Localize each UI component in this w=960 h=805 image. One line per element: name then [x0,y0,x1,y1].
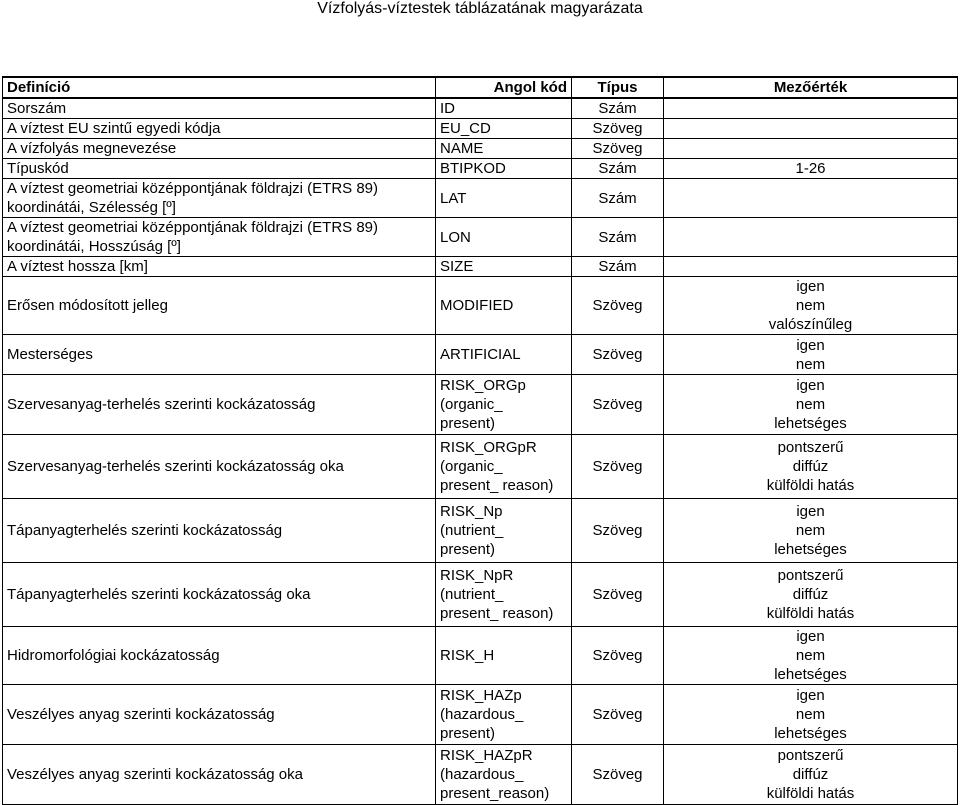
cell-code [436,218,572,257]
cell-value [664,218,958,257]
table-row [3,499,958,563]
cell-value [664,159,958,179]
cell-definition-line: Veszélyes anyag szerinti kockázatosság oka [7,766,303,783]
cell-type: Szöveg [572,627,664,685]
cell-definition-line: Szervesanyag-terhelés szerinti kockázatosság oka [7,458,344,475]
cell-value-line: nem [795,297,826,314]
table-row [3,218,958,257]
table-row [3,179,958,218]
cell-definition-line: koordinátái, Hosszúság [º] [7,238,181,255]
cell-definition [3,139,436,159]
cell-definition [3,563,436,627]
cell-value-line: igen [796,503,825,520]
cell-definition [3,745,436,805]
cell-definition-line: Veszélyes anyag szerinti kockázatosság [7,706,275,723]
cell-value-line: külföldi hatás [766,785,855,802]
cell-code [436,685,572,745]
cell-definition-line: Típuskód [7,160,69,177]
cell-code-line: ARTIFICIAL [440,346,521,363]
header-code: Angol kód [436,77,572,98]
cell-definition [3,159,436,179]
cell-code-line: (nutrient_ [440,586,504,603]
cell-type: Szám [572,98,664,119]
cell-type: Szöveg [572,139,664,159]
cell-code-line: RISK_H [440,647,495,664]
cell-value [664,119,958,139]
table-row [3,685,958,745]
cell-value-line: igen [796,628,825,645]
cell-code [436,159,572,179]
cell-type: Szám [572,218,664,257]
header-type: Típus [572,77,664,98]
table-row [3,375,958,435]
cell-type: Szöveg [572,277,664,335]
cell-code-line: EU_CD [440,120,491,137]
cell-definition [3,627,436,685]
table-row [3,277,958,335]
cell-definition-line: Erősen módosított jelleg [7,297,168,314]
table-row [3,435,958,499]
cell-value-line: külföldi hatás [766,605,855,622]
cell-value-line: nem [795,355,826,373]
cell-code-line: BTIPKOD [440,160,506,177]
cell-code-line: RISK_HAZp [440,687,522,704]
cell-value [664,179,958,218]
cell-value-line: lehetséges [774,415,847,432]
cell-definition [3,499,436,563]
cell-code [436,375,572,435]
cell-code-line: NAME [440,140,484,157]
table-row [3,119,958,139]
cell-value-line: pontszerű [777,567,844,584]
cell-definition [3,218,436,257]
cell-value-line: igen [796,687,825,704]
cell-type: Szöveg [572,435,664,499]
page-title: Vízfolyás-víztestek táblázatának magyarázata [317,0,643,17]
cell-value [664,563,958,627]
cell-code [436,257,572,277]
cell-value [664,435,958,499]
cell-definition-line: A víztest geometriai középpontjának földrajzi (ETRS 89) [7,219,379,236]
table-row [3,257,958,277]
cell-code [436,98,572,119]
table-row [3,98,958,119]
cell-value-line: diffúz [792,586,829,603]
cell-code-line: RISK_Np [440,503,503,520]
cell-code-line: RISK_ORGp [440,377,526,394]
cell-value-line: pontszerű [777,439,844,456]
cell-definition-line: A víztest EU szintű egyedi kódja [7,120,221,137]
cell-value [664,685,958,745]
cell-definition-line: A vízfolyás megnevezése [7,140,177,157]
cell-definition-line: Hidromorfológiai kockázatosság [7,647,220,664]
cell-value-line: igen [796,336,825,354]
header-value: Mezőérték [664,77,958,98]
cell-type: Szám [572,257,664,277]
cell-value-line: lehetséges [774,541,847,558]
cell-value [664,277,958,335]
cell-code [436,139,572,159]
cell-type: Szöveg [572,335,664,375]
cell-code-line: (organic_ [440,458,503,475]
cell-definition [3,179,436,218]
cell-definition [3,685,436,745]
cell-type: Szám [572,179,664,218]
cell-value [664,335,958,375]
cell-code-line: (hazardous_ [440,766,524,783]
cell-definition [3,435,436,499]
cell-code-line: SIZE [440,258,474,275]
cell-value [664,375,958,435]
cell-code-line: LON [440,228,471,246]
cell-definition [3,375,436,435]
cell-code [436,277,572,335]
table-row [3,627,958,685]
cell-definition-line: Szervesanyag-terhelés szerinti kockázatosság [7,396,316,413]
cell-code [436,499,572,563]
cell-value-line: nem [795,522,826,539]
cell-code [436,179,572,218]
table-row [3,159,958,179]
cell-definition [3,98,436,119]
header-definition: Definíció [3,77,436,98]
cell-definition [3,335,436,375]
cell-code [436,563,572,627]
cell-code [436,627,572,685]
cell-type: Szöveg [572,375,664,435]
cell-code [436,119,572,139]
cell-code-line: present) [440,541,496,558]
cell-code-line: present_ reason) [440,477,554,494]
cell-type: Szöveg [572,499,664,563]
cell-definition [3,257,436,277]
cell-value-line: igen [796,278,825,295]
table-row [3,745,958,805]
cell-value-line: igen [796,377,825,394]
cell-value-line: valószínűleg [768,316,853,333]
cell-definition [3,277,436,335]
cell-code-line: present_ reason) [440,605,554,622]
cell-code-line: RISK_HAZpR [440,747,533,764]
table-header-row [3,77,958,98]
cell-value-line: lehetséges [774,725,847,742]
cell-code-line: LAT [440,189,467,207]
cell-code-line: present) [440,415,496,432]
cell-value-line: nem [795,396,826,413]
field-table [2,76,958,805]
cell-definition-line: Sorszám [7,100,67,117]
cell-value [664,98,958,119]
cell-definition [3,119,436,139]
cell-type: Szöveg [572,563,664,627]
cell-definition-line: Tápanyagterhelés szerinti kockázatosság [7,522,283,539]
cell-code-line: (hazardous_ [440,706,524,723]
table-row [3,563,958,627]
cell-code-line: present) [440,725,496,742]
cell-definition-line: koordinátái, Szélesség [º] [7,199,176,216]
cell-code-line: present_reason) [440,785,550,802]
cell-value-line: diffúz [792,458,829,475]
cell-code-line: (organic_ [440,396,503,413]
cell-code-line: ID [440,100,455,117]
cell-value-line: lehetséges [774,666,847,683]
cell-value-line: pontszerű [777,747,844,764]
cell-definition-line: Tápanyagterhelés szerinti kockázatosság oka [7,586,311,603]
cell-code-line: MODIFIED [440,297,514,314]
cell-value [664,745,958,805]
cell-value [664,499,958,563]
cell-type: Szöveg [572,745,664,805]
table-row [3,139,958,159]
cell-code [436,745,572,805]
cell-type: Szám [572,159,664,179]
cell-value [664,257,958,277]
cell-code [436,335,572,375]
cell-code-line: (nutrient_ [440,522,504,539]
cell-code [436,435,572,499]
cell-definition-line: A víztest hossza [km] [7,258,148,275]
cell-value-line: nem [795,647,826,664]
cell-value-line: nem [795,706,826,723]
cell-value [664,139,958,159]
cell-definition-line: Mesterséges [7,346,93,363]
cell-type: Szöveg [572,685,664,745]
cell-code-line: RISK_NpR [440,567,514,584]
cell-value-line: külföldi hatás [766,477,855,494]
cell-code-line: RISK_ORGpR [440,439,537,456]
table-body [3,98,958,805]
cell-type: Szöveg [572,119,664,139]
field-table-container [2,76,957,805]
cell-value-line: diffúz [792,766,829,783]
cell-value [664,627,958,685]
cell-definition-line: A víztest geometriai középpontjának földrajzi (ETRS 89) [7,180,379,197]
cell-value-line: 1-26 [795,160,826,177]
table-row [3,335,958,375]
